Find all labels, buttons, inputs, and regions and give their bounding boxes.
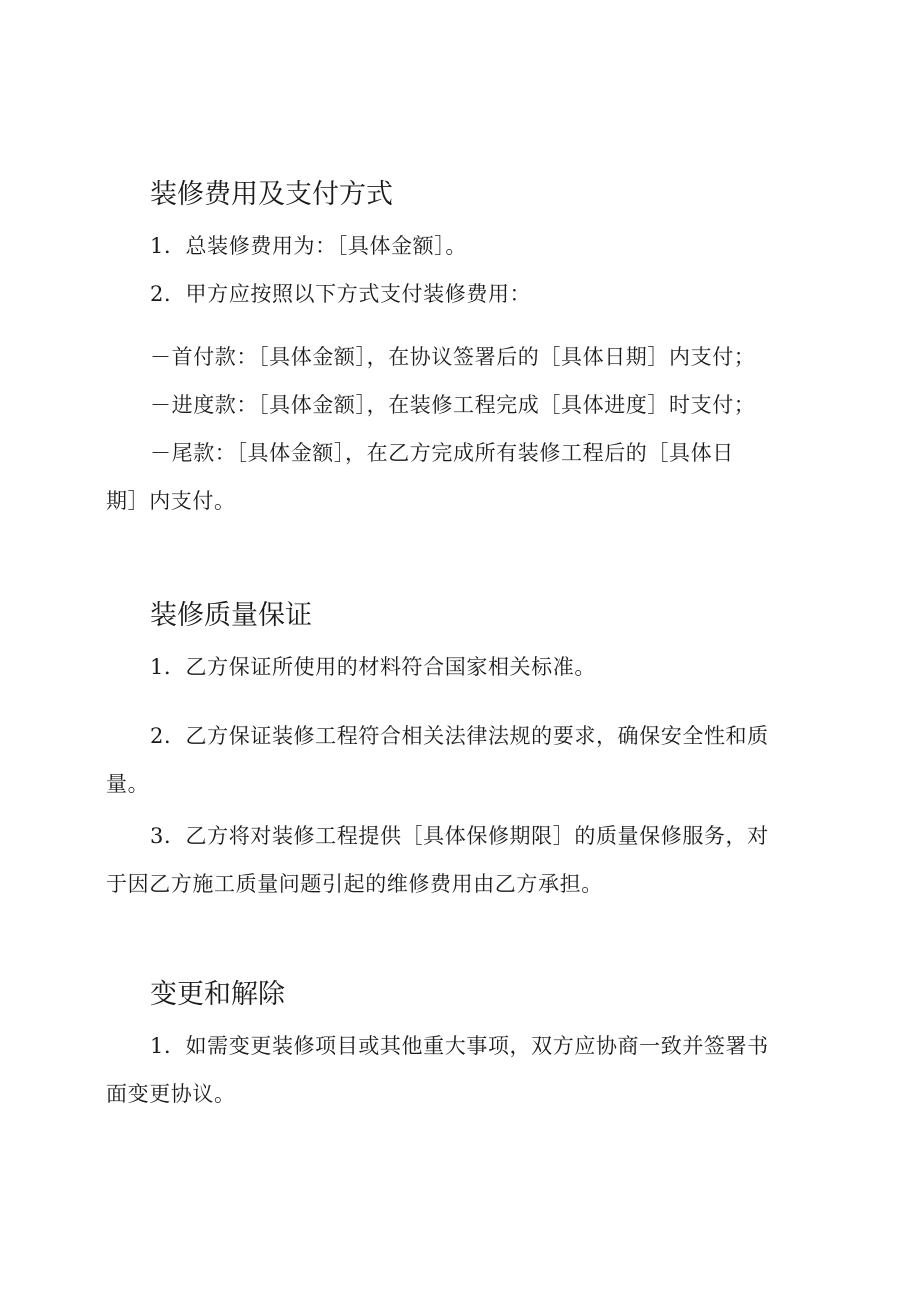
section-heading-change-termination: 变更和解除 (150, 979, 285, 1010)
paragraph-line: 3．乙方将对装修工程提供［具体保修期限］的质量保修服务，对 (150, 824, 769, 848)
paragraph-line: 2．甲方应按照以下方式支付装修费用： (150, 282, 532, 306)
list-item-line: －尾款：［具体金额］，在乙方完成所有装修工程后的［具体日 (150, 441, 734, 465)
list-item-line: －首付款：［具体金额］，在协议签署后的［具体日期］内支付； (150, 345, 756, 369)
paragraph-line-continuation: 于因乙方施工质量问题引起的维修费用由乙方承担。 (106, 872, 603, 896)
paragraph-line: 1．总装修费用为：［具体金额］。 (150, 234, 467, 258)
paragraph-line: 1．如需变更装修项目或其他重大事项，双方应协商一致并签署书 (150, 1034, 769, 1058)
paragraph-line: 2．乙方保证装修工程符合相关法律法规的要求，确保安全性和质 (150, 724, 769, 748)
paragraph-line: 1．乙方保证所使用的材料符合国家相关标准。 (150, 655, 596, 679)
paragraph-line-continuation: 量。 (106, 772, 150, 796)
list-item-line-continuation: 期］内支付。 (106, 489, 236, 513)
paragraph-line-continuation: 面变更协议。 (106, 1082, 236, 1106)
section-heading-quality-guarantee: 装修质量保证 (150, 600, 312, 631)
section-heading-fees-payment: 装修费用及支付方式 (150, 179, 393, 210)
list-item-line: －进度款：［具体金额］，在装修工程完成［具体进度］时支付； (150, 393, 756, 417)
